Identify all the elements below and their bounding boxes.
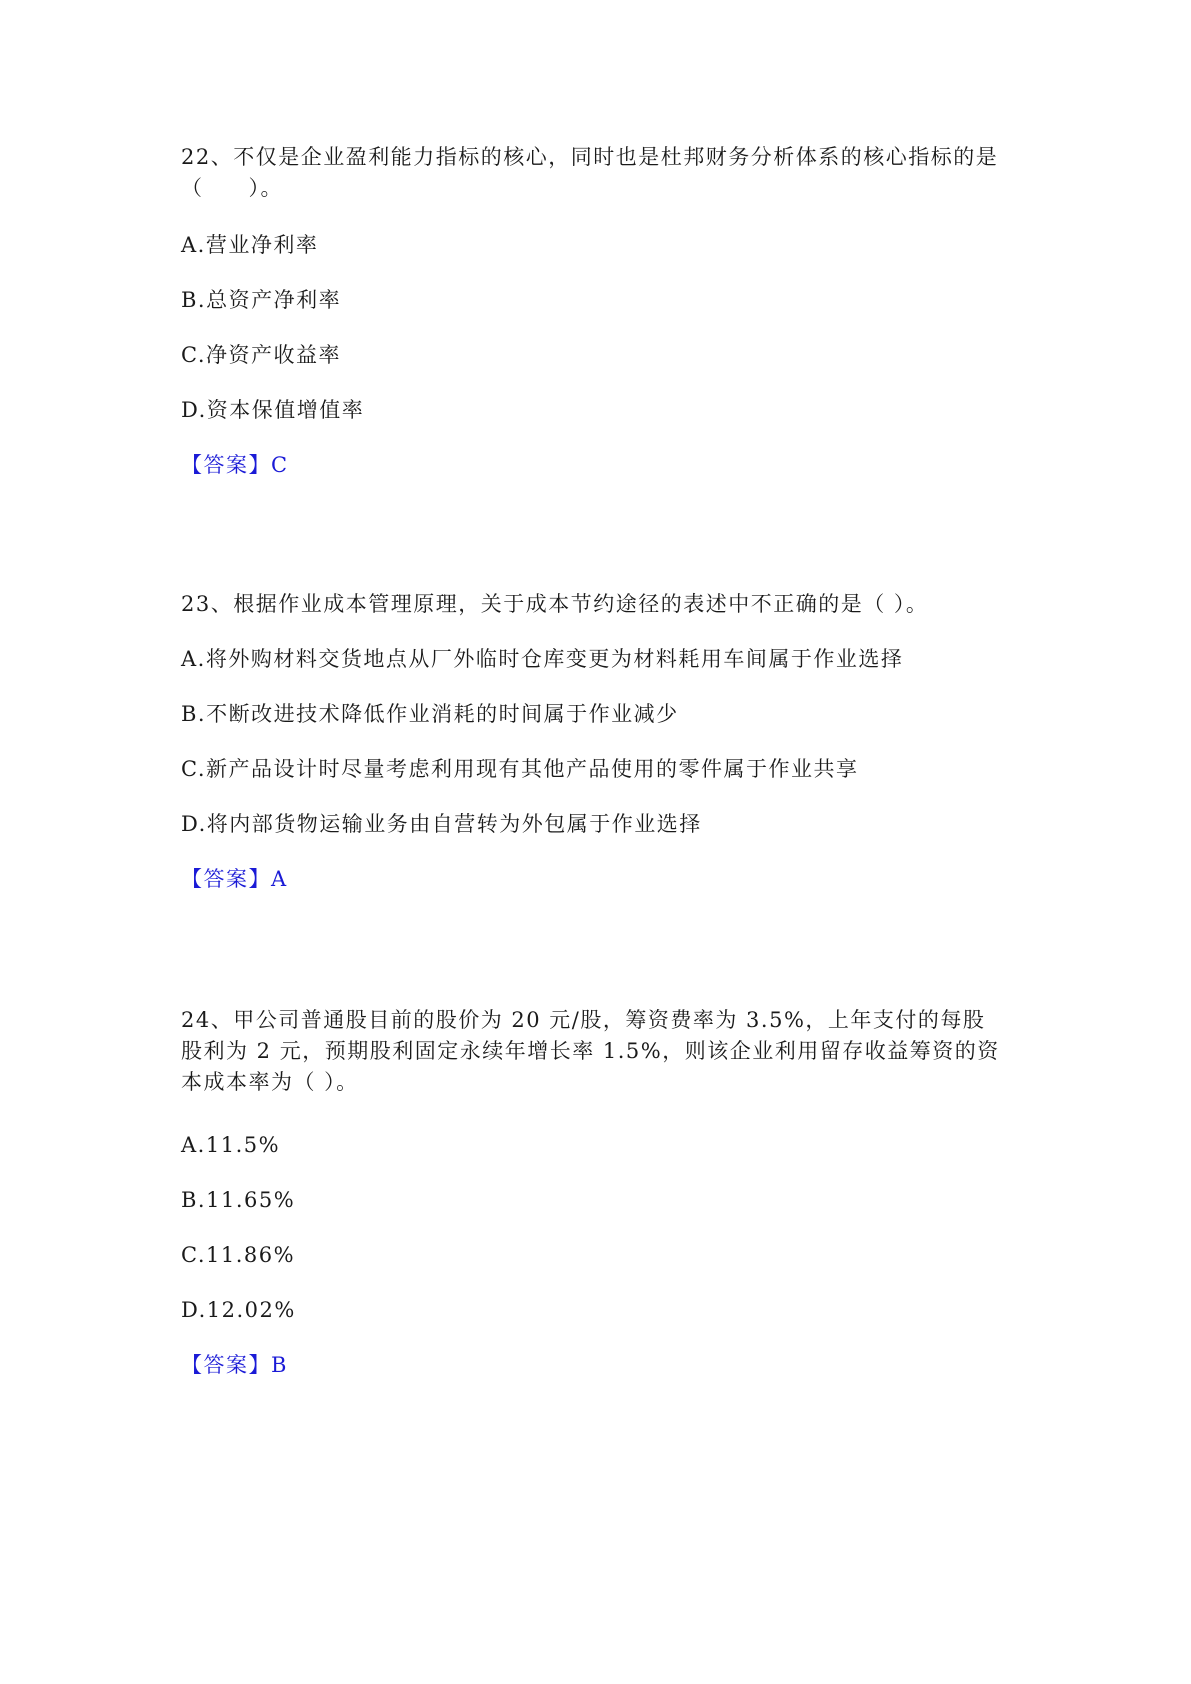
answer-label: 【答案】C [181, 453, 289, 477]
answer-label: 【答案】A [181, 867, 288, 891]
question-22 [181, 142, 1001, 477]
question-stem: 22、不仅是企业盈利能力指标的核心，同时也是杜邦财务分析体系的核心指标的是（ ）。 [181, 145, 999, 200]
question-stem: 24、甲公司普通股目前的股价为 20 元/股，筹资费率为 3.5%，上年支付的每股股利为 2 元，预期股利固定永续年增长率 1.5%，则该企业利用留存收益筹资的资本成本率为（ ）。 [181, 1008, 1000, 1094]
option-d: D.资本保值增值率 [181, 398, 365, 422]
option-d: D.12.02% [181, 1298, 296, 1322]
option-b: B.11.65% [181, 1188, 296, 1212]
option-c: C.新产品设计时尽量考虑利用现有其他产品使用的零件属于作业共享 [181, 757, 859, 781]
option-d: D.将内部货物运输业务由自营转为外包属于作业选择 [181, 812, 702, 836]
option-b: B.不断改进技术降低作业消耗的时间属于作业减少 [181, 702, 679, 726]
option-a: A.将外购材料交货地点从厂外临时仓库变更为材料耗用车间属于作业选择 [181, 647, 904, 671]
option-c: C.11.86% [181, 1243, 296, 1267]
option-b: B.总资产净利率 [181, 288, 342, 312]
option-c: C.净资产收益率 [181, 343, 341, 367]
answer-label: 【答案】B [181, 1353, 288, 1377]
option-a: A.营业净利率 [181, 233, 319, 257]
question-24 [181, 1005, 1001, 1377]
question-23 [181, 589, 1001, 891]
option-a: A.11.5% [181, 1133, 281, 1157]
question-stem: 23、根据作业成本管理原理，关于成本节约途径的表述中不正确的是（ ）。 [181, 592, 929, 616]
